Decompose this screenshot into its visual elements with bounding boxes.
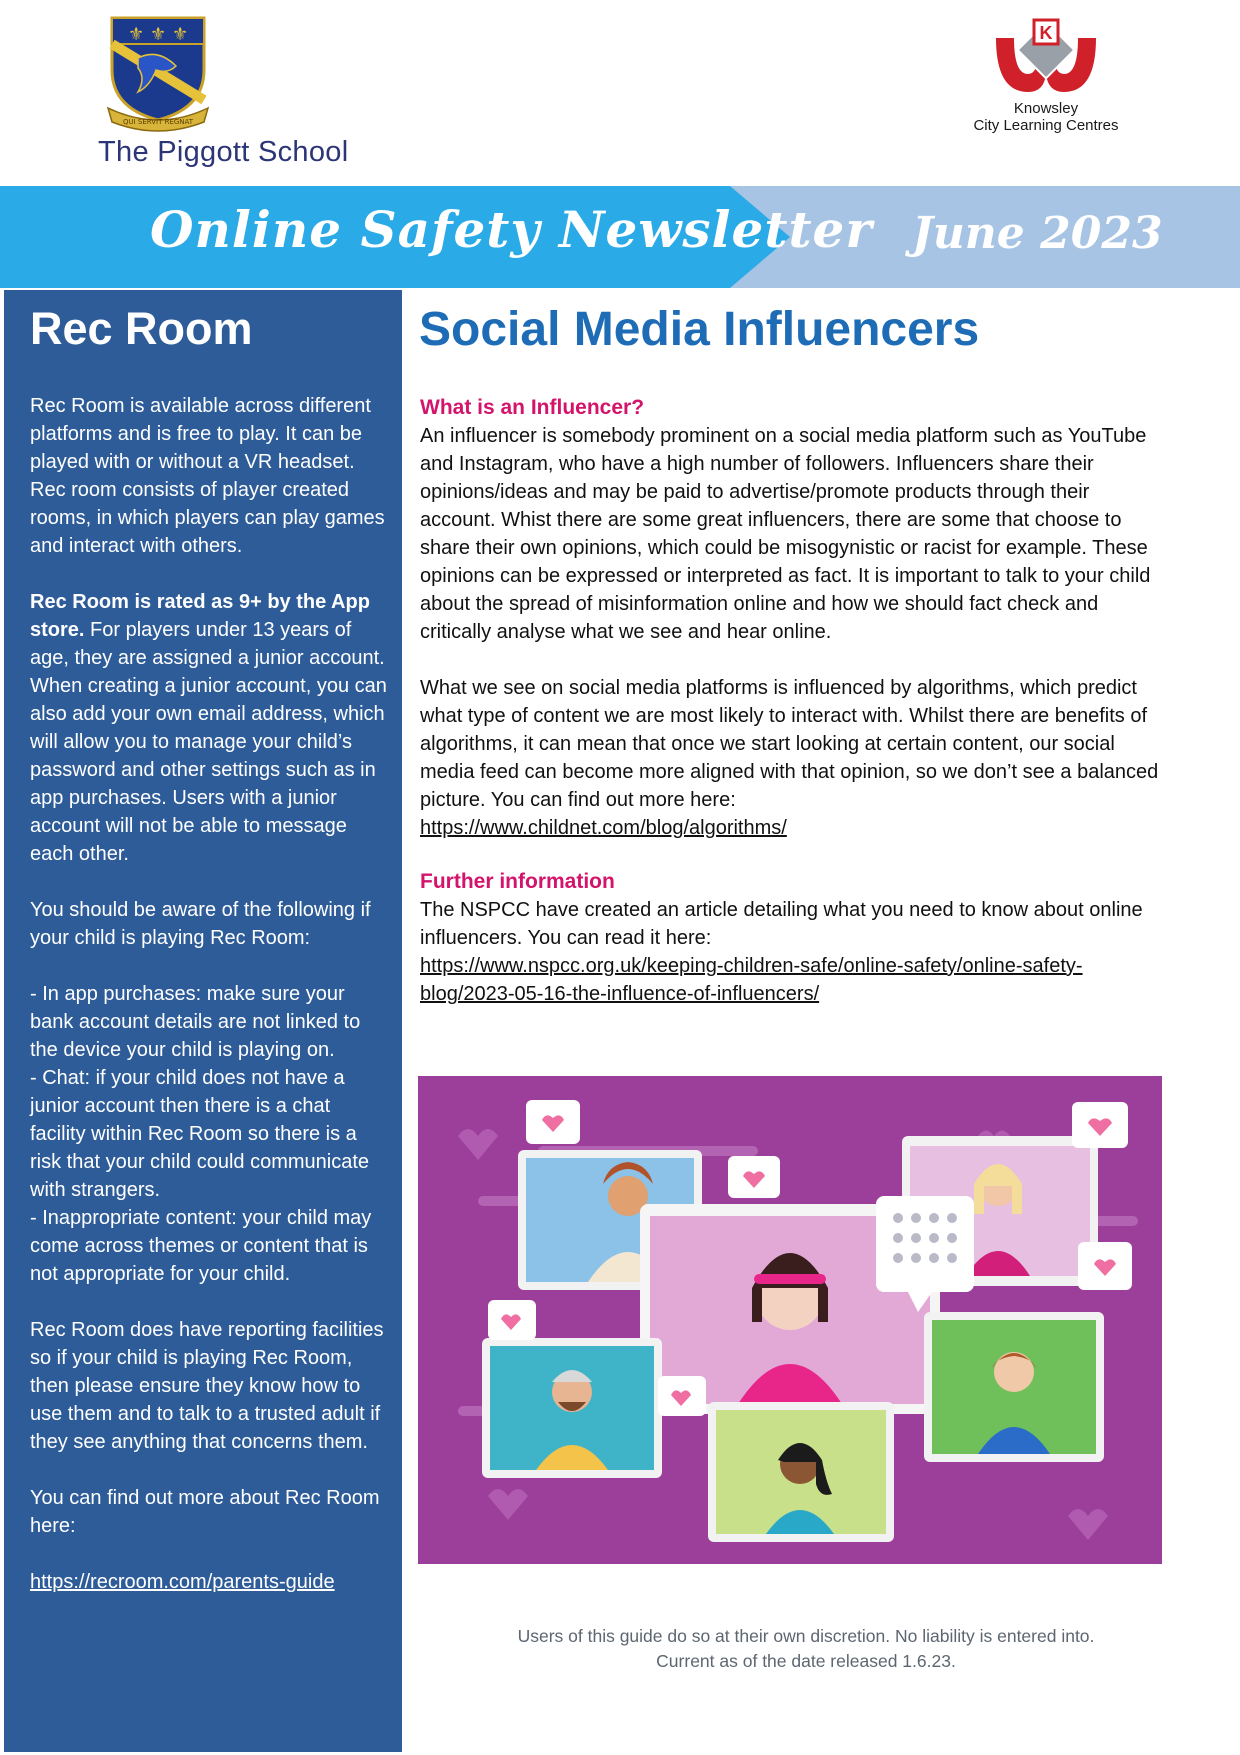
sidebar-aware: You should be aware of the following if your child is playing Rec Room: [30,899,371,949]
svg-text:⚜: ⚜ [128,24,145,45]
sidebar-reporting: Rec Room does have reporting facilities so if your child is playing Rec Room, then please ensure they know how to use them and to talk to a trusted adult if they see anything that concerns them. [30,1319,384,1453]
sidebar-title: Rec Room [30,303,253,354]
disclaimer-line2: Current as of the date released 1.6.23. [656,1651,956,1671]
sidebar-rating [30,588,390,868]
main-body [420,394,1160,1036]
newsletter-date: June 2023 [912,208,1163,259]
recroom-parents-guide-link[interactable]: https://recroom.com/parents-guide [30,1571,335,1593]
nspcc-paragraph [420,896,1160,1008]
partner-name [960,100,1132,134]
school-name: The Piggott School [98,136,349,168]
main-title: Social Media Influencers [419,303,980,356]
influencer-paragraph: An influencer is somebody prominent on a social media platform such as YouTube and Instagram, who have a high number of followers. Influencers share their opinions/ideas and may be paid to advertise/promote products through their account. Whist there are some great influencers, there are some that choose to share their own opinions, which could be misogynistic or racist for example. These opinions can be expressed or interpreted as fact. It is important to talk to your child about the spread of misinformation online and how we should fact check and critically analyse what we see and hear online. [420,425,1151,643]
rating-bold: Rec Room is rated as 9+ by the App store. [30,591,370,641]
school-crest-logo [98,8,218,134]
nspcc-link[interactable]: https://www.nspcc.org.uk/keeping-children-safe/online-safety/online-safety-blog/2023-05-16-the-influence-of-influencers/ [420,955,1083,1005]
bullet-content: - Inappropriate content: your child may come across themes or content that is not appropriate for your child. [30,1207,372,1285]
heading-what-is-influencer: What is an Influencer? [420,396,645,419]
influencers-illustration [418,1076,1162,1564]
crest-motto: QUI SERVIT REGNAT [122,118,194,126]
algorithms-text: What we see on social media platforms is influenced by algorithms, which predict what type of content we are most likely to interact with. Whilst there are benefits of algorithms, it can mean that once we start looking at certain content, our social media feed can become more aligned with that opinion, so we don’t see a balanced picture. You can find out more here: [420,677,1159,811]
sidebar-bullets [30,980,390,1288]
logo-letter: K [1039,23,1053,43]
sidebar-intro: Rec Room is available across different platforms and is free to play. It can be played with or without a VR headset. Rec room consists of player created rooms, in which players can play games and interact with others. [30,395,385,557]
partner-name-line2: City Learning Centres [973,117,1119,134]
algorithms-paragraph [420,674,1160,842]
sidebar-more: You can find out more about Rec Room here: [30,1487,380,1537]
bullet-chat: - Chat: if your child does not have a junior account then there is a chat facility within Rec Room so there is a risk that your child could communicate with strangers. [30,1067,370,1201]
disclaimer-line1: Users of this guide do so at their own discretion. No liability is entered into. [517,1626,1095,1646]
disclaimer [466,1624,1146,1674]
heading-further-information: Further information [420,870,615,893]
nspcc-text: The NSPCC have created an article detailing what you need to know about online influencers. You can read it here: [420,899,1143,949]
partner-name-line1: Knowsley [1013,100,1079,117]
sidebar-body [30,392,390,1624]
newsletter-title: Online Safety Newsletter [150,200,873,259]
knowsley-clc-logo [990,8,1102,100]
svg-text:⚜: ⚜ [150,24,167,45]
bullet-in-app: - In app purchases: make sure your bank account details are not linked to the device your child is playing on. [30,983,361,1061]
childnet-link[interactable]: https://www.childnet.com/blog/algorithms/ [420,817,787,839]
svg-text:⚜: ⚜ [172,24,189,45]
rating-rest: For players under 13 years of age, they are assigned a junior account. When creating a junior account, you can also add your own email address, which will allow you to manage your child’s password and other settings such as in app purchases. Users with a junior account will not be able to message each other. [30,619,387,865]
